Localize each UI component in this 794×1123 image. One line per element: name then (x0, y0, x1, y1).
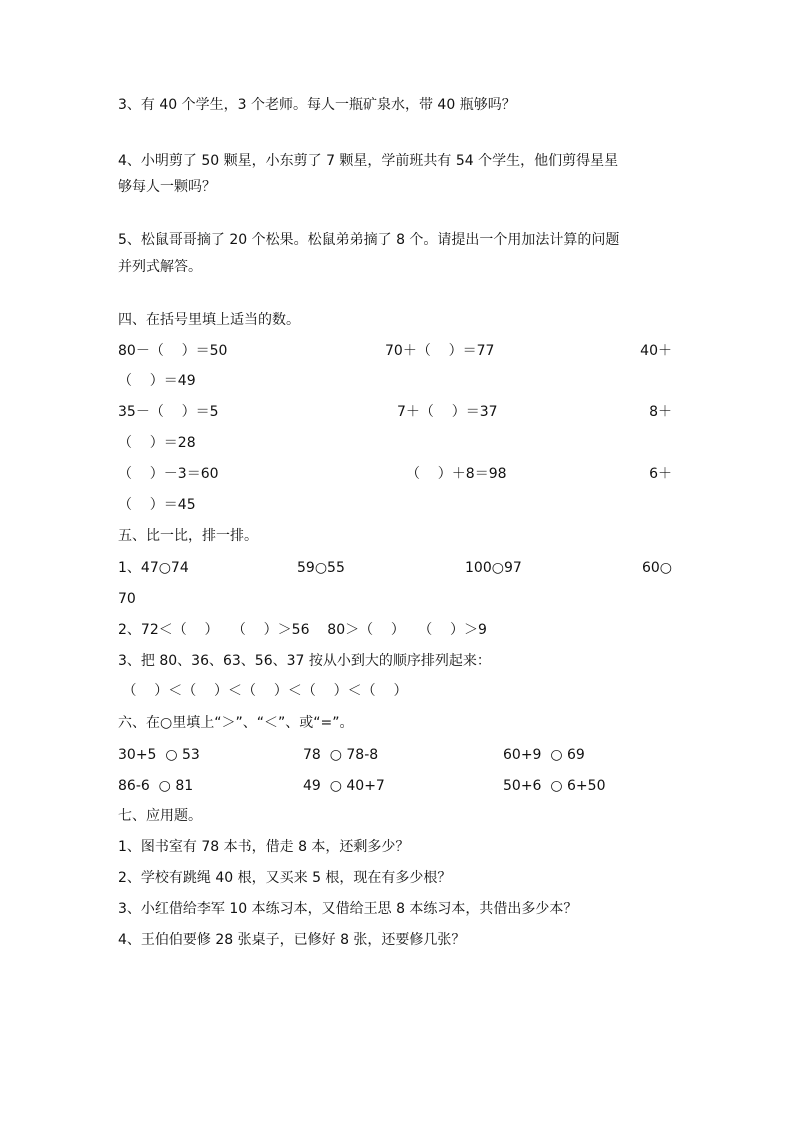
fill-blank-2a: 35－（ ）＝5 (118, 404, 219, 420)
fill-blank-2d: （ ）＝28 (118, 435, 196, 451)
compare-a1: 30+5 ○ 53 (118, 747, 200, 763)
fill-blank-1a: 80－（ ）＝50 (118, 343, 228, 359)
section-7-heading: 七、应用题。 (118, 808, 202, 824)
fill-blank-1c: 40＋ (640, 343, 672, 359)
question-4-line1: 4、小明剪了 50 颗星，小东剪了 7 颗星，学前班共有 54 个学生，他们剪得星星 (118, 153, 619, 169)
fill-blank-3c: 6＋ (649, 466, 672, 482)
word-problem-1: 1、图书室有 78 本书，借走 8 本，还剩多少？ (118, 839, 410, 855)
question-5-line1: 5、松鼠哥哥摘了 20 个松果。松鼠弟弟摘了 8 个。请提出一个用加法计算的问题 (118, 232, 620, 248)
compare-line-2: 2、72＜（ ） （ ）＞56 80＞（ ） （ ）＞9 (118, 622, 487, 638)
compare-a2: 78 ○ 78-8 (303, 747, 379, 763)
compare-b1: 86-6 ○ 81 (118, 778, 194, 794)
compare-b2: 49 ○ 40+7 (303, 778, 385, 794)
order-blanks: （ ）＜（ ）＜（ ）＜（ ）＜（ ） (118, 683, 408, 699)
fill-blank-2b: 7＋（ ）＝37 (397, 404, 498, 420)
word-problem-4: 4、王伯伯要修 28 张桌子，已修好 8 张，还要修几张？ (118, 932, 466, 948)
fill-blank-3b: （ ）＋8＝98 (406, 466, 507, 482)
fill-blank-3a: （ ）－3＝60 (118, 466, 219, 482)
word-problem-3: 3、小红借给李军 10 本练习本，又借给王思 8 本练习本，共借出多少本？ (118, 901, 578, 917)
order-instruction: 3、把 80、36、63、56、37 按从小到大的顺序排列起来： (118, 653, 491, 669)
compare-a3: 60+9 ○ 69 (503, 747, 585, 763)
compare-1c: 100○97 (465, 560, 522, 576)
question-3: 3、有 40 个学生，3 个老师。每人一瓶矿泉水，带 40 瓶够吗？ (118, 97, 516, 113)
compare-1e: 70 (118, 591, 136, 607)
section-6-heading: 六、在○里填上“＞”、“＜”、或“=”。 (118, 715, 354, 731)
fill-blank-1b: 70＋（ ）＝77 (385, 343, 495, 359)
section-4-heading: 四、在括号里填上适当的数。 (118, 312, 300, 328)
compare-1b: 59○55 (297, 560, 345, 576)
word-problem-2: 2、学校有跳绳 40 根，又买来 5 根，现在有多少根？ (118, 870, 452, 886)
compare-b3: 50+6 ○ 6+50 (503, 778, 606, 794)
compare-1d: 60○ (641, 560, 672, 576)
fill-blank-2c: 8＋ (649, 404, 672, 420)
question-4-line2: 够每人一颗吗？ (118, 179, 216, 195)
question-5-line2: 并列式解答。 (118, 259, 202, 275)
fill-blank-3d: （ ）＝45 (118, 497, 196, 513)
compare-1a: 1、47○74 (118, 560, 189, 576)
fill-blank-1d: （ ）＝49 (118, 373, 196, 389)
section-5-heading: 五、比一比，排一排。 (118, 528, 258, 544)
